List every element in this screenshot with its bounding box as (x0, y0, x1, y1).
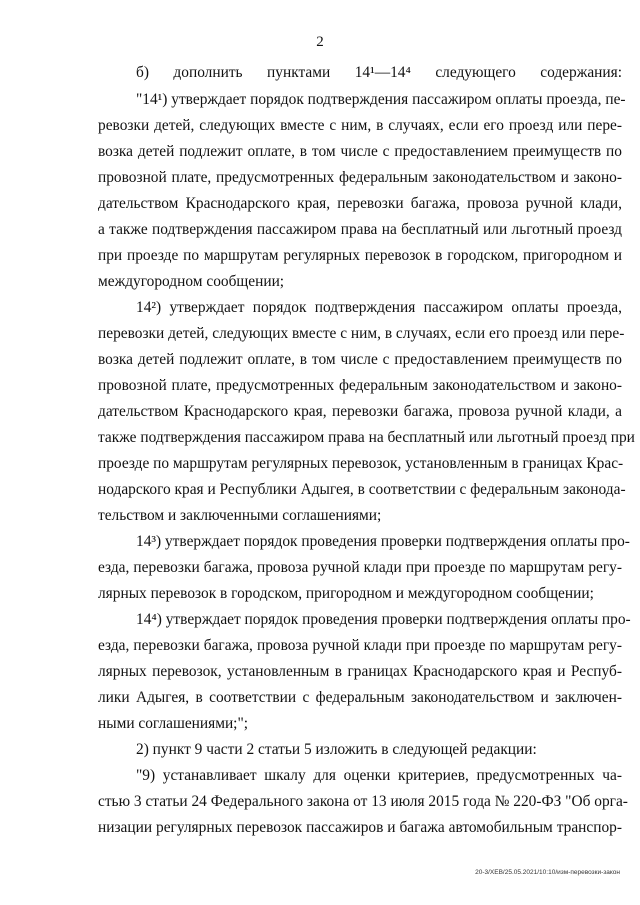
text-line: "9) устанавливает шкалу для оценки критериев, предусмотренных ча- (136, 767, 622, 784)
text-line: также подтверждения пассажиром права на бесплатный или льготный проезд при (98, 429, 635, 446)
text-line: 14²) утверждает порядок подтверждения пассажиром оплаты проезда, (136, 299, 622, 316)
text-line: нодарского края и Республики Адыгея, в соответствии с федеральным законода- (98, 481, 626, 498)
text-line: ревозки детей, следующих вместе с ним, в случаях, если его проезд или пере- (98, 117, 622, 134)
text-line: ными соглашениями;"; (98, 715, 249, 732)
text-line: лярных перевозок, установленным в границах Краснодарского края и Респуб- (98, 663, 622, 680)
text-line: "14¹) утверждает порядок подтверждения пассажиром оплаты проезда, пе- (136, 91, 626, 108)
text-line: 2) пункт 9 части 2 статьи 5 изложить в следующей редакции: (136, 741, 537, 758)
text-line: междугородном сообщении; (98, 273, 285, 290)
text-line: лярных перевозок в городском, пригородном и междугородном сообщении; (98, 585, 594, 602)
document-footer-code: 20-3/ХЕВ/25.05.2021/10:10/изм-перевозки-закон (475, 869, 620, 876)
text-line: при проезде по маршрутам регулярных перевозок в городском, пригородном и (98, 247, 622, 264)
text-line: 14³) утверждает порядок проведения проверки подтверждения оплаты про- (136, 533, 630, 550)
text-line: лики Адыгея, в соответствии с федеральным законодательством и заключен- (98, 689, 622, 706)
text-line: перевозки детей, следующих вместе с ним, в случаях, если его проезд или пере- (98, 325, 625, 342)
text-line: стью 3 статьи 24 Федерального закона от 13 июля 2015 года № 220-ФЗ "Об орга- (98, 793, 628, 810)
text-line: возка детей подлежит оплате, в том числе с предоставлением преимуществ по (98, 143, 622, 160)
text-line: дательством Краснодарского края, перевозки багажа, провоза ручной клади, а (98, 403, 622, 420)
text-line: возка детей подлежит оплате, в том числе с предоставлением преимуществ по (98, 351, 622, 368)
text-line: 14⁴) утверждает порядок проведения проверки подтверждения оплаты про- (136, 611, 631, 628)
text-line: тельством и заключенными соглашениями; (98, 507, 382, 524)
text-line: провозной плате, предусмотренных федеральным законодательством и законо- (98, 377, 622, 394)
text-line: езда, перевозки багажа, провоза ручной клади при проезде по маршрутам регу- (98, 637, 622, 654)
text-line: провозной плате, предусмотренных федеральным законодательством и законо- (98, 169, 622, 186)
text-line: низации регулярных перевозок пассажиров и багажа автомобильным транспор- (98, 819, 622, 836)
text-line: а также подтверждения пассажиром права на бесплатный или льготный проезд (98, 221, 622, 238)
text-line: проезде по маршрутам регулярных перевозок, установленным в границах Крас- (98, 455, 624, 472)
text-line: езда, перевозки багажа, провоза ручной клади при проезде по маршрутам регу- (98, 559, 622, 576)
text-line: б) дополнить пунктами 14¹—14⁴ следующего содержания: (136, 64, 622, 81)
text-line: дательством Краснодарского края, перевозки багажа, провоза ручной клади, (98, 195, 622, 212)
page-number: 2 (316, 34, 324, 50)
